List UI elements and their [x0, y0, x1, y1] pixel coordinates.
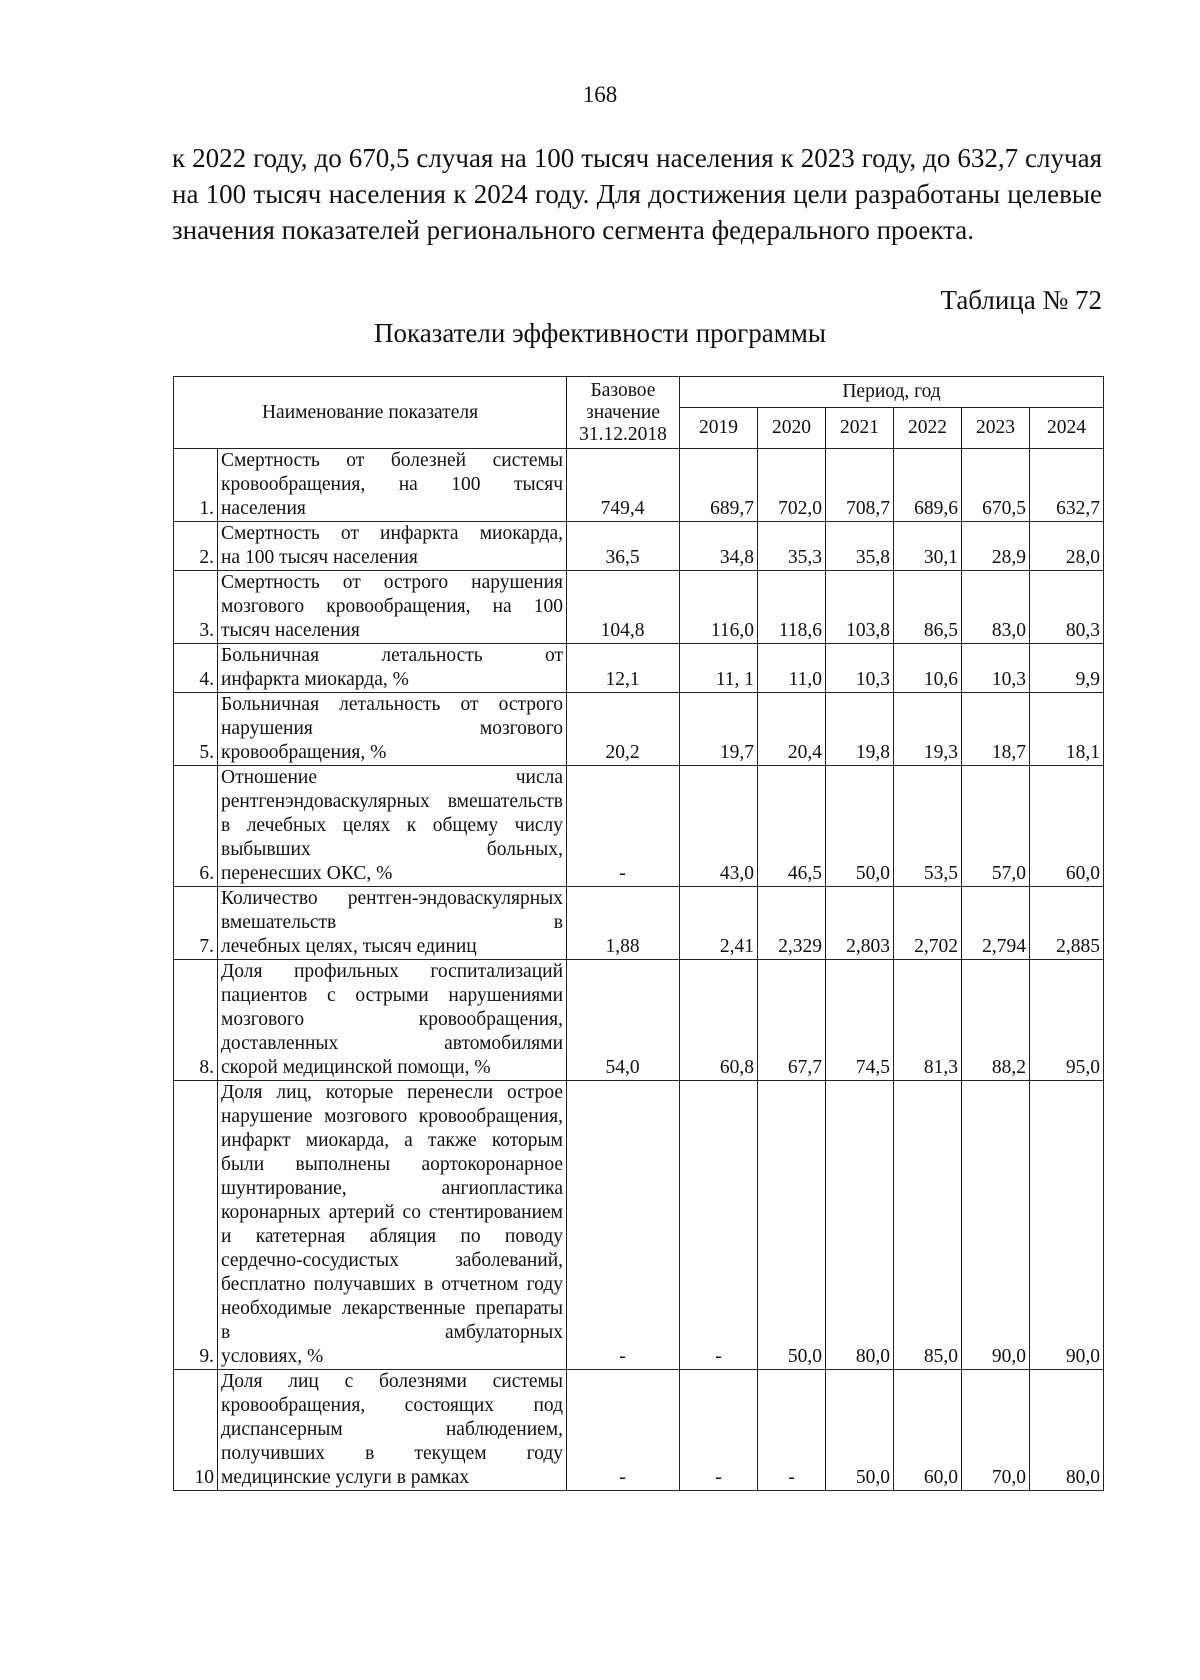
year-value: 708,7: [826, 449, 894, 522]
indicator-name: [218, 571, 567, 644]
year-value: 2,329: [758, 887, 826, 960]
year-value: 116,0: [680, 571, 758, 644]
year-value: -: [680, 1081, 758, 1370]
indicator-name: [218, 449, 567, 522]
table-row: [174, 644, 1104, 693]
year-value: 74,5: [826, 960, 894, 1081]
indicator-name-text: Доля лиц, которые перенесли острое нарушение мозгового кровообращения, инфаркт миокарда, а также которым были выполнены аортокоронарное шунтирование, ангиопластика коронарных артерий со стентированием и катетерная абляция по поводу сердечно-сосудистых заболеваний, бесплатно получавших в отчетном году необходимые лекарственные препараты в амбулаторных: [221, 1082, 564, 1343]
indicator-name-last-line: условиях, %: [221, 1346, 324, 1367]
base-value: 12,1: [567, 644, 680, 693]
table-row: [174, 693, 1104, 766]
row-number: 7.: [174, 887, 218, 960]
indicator-name-last-line: инфаркта миокарда, %: [221, 669, 409, 690]
base-value: 749,4: [567, 449, 680, 522]
table-row: [174, 766, 1104, 887]
year-value: 28,9: [962, 522, 1030, 571]
indicator-name: [218, 693, 567, 766]
year-value: 46,5: [758, 766, 826, 887]
year-value: 10,3: [962, 644, 1030, 693]
year-value: 67,7: [758, 960, 826, 1081]
year-value: -: [758, 1370, 826, 1491]
base-value: 36,5: [567, 522, 680, 571]
year-value: 9,9: [1030, 644, 1104, 693]
indicator-name-text: Отношение числа рентгенэндоваскулярных вмешательств в лечебных целях к общему числу выбывших больных,: [221, 767, 564, 860]
base-value: 104,8: [567, 571, 680, 644]
year-value: 60,8: [680, 960, 758, 1081]
header-year: 2021: [826, 408, 894, 449]
indicator-name: [218, 1370, 567, 1491]
header-name: Наименование показателя: [174, 377, 567, 449]
year-value: 50,0: [826, 766, 894, 887]
year-value: 53,5: [894, 766, 962, 887]
year-value: 20,4: [758, 693, 826, 766]
year-value: 34,8: [680, 522, 758, 571]
year-value: 88,2: [962, 960, 1030, 1081]
table-row: [174, 522, 1104, 571]
indicator-name: [218, 887, 567, 960]
header-year: 2020: [758, 408, 826, 449]
indicator-name: [218, 960, 567, 1081]
indicator-name-text: Количество рентген-эндоваскулярных вмешательств в: [221, 888, 564, 933]
indicator-name-last-line: перенесших ОКС, %: [221, 863, 393, 884]
indicator-name-last-line: лечебных целях, тысяч единиц: [221, 936, 477, 957]
year-value: 43,0: [680, 766, 758, 887]
year-value: 632,7: [1030, 449, 1104, 522]
year-value: 10,6: [894, 644, 962, 693]
header-row-1: [174, 377, 1104, 408]
indicator-name: [218, 644, 567, 693]
indicator-name-last-line: тысяч населения: [221, 620, 360, 641]
row-number: 6.: [174, 766, 218, 887]
year-value: 670,5: [962, 449, 1030, 522]
indicator-name-text: Смертность от инфаркта миокарда,: [221, 523, 564, 544]
indicator-name: [218, 522, 567, 571]
year-value: 85,0: [894, 1081, 962, 1370]
indicator-name-last-line: кровообращения, %: [221, 742, 387, 763]
year-value: 86,5: [894, 571, 962, 644]
indicator-name-text: Доля лиц с болезнями системы кровообращения, состоящих под диспансерным наблюдением, получивших в текущем году: [221, 1371, 564, 1464]
row-number: 1.: [174, 449, 218, 522]
year-value: 57,0: [962, 766, 1030, 887]
year-value: 2,41: [680, 887, 758, 960]
year-value: 2,885: [1030, 887, 1104, 960]
year-value: 18,7: [962, 693, 1030, 766]
year-value: 60,0: [894, 1370, 962, 1491]
table-row: [174, 571, 1104, 644]
indicator-name-text: Больничная летальность от: [221, 645, 564, 666]
year-value: 28,0: [1030, 522, 1104, 571]
base-value: 20,2: [567, 693, 680, 766]
indicator-name-last-line: населения: [221, 498, 306, 519]
row-number: 4.: [174, 644, 218, 693]
indicator-name-last-line: на 100 тысяч населения: [221, 547, 418, 568]
indicator-name-last-line: скорой медицинской помощи, %: [221, 1057, 491, 1078]
row-number: 8.: [174, 960, 218, 1081]
indicator-name-text: Смертность от болезней системы кровообращения, на 100 тысяч: [221, 450, 564, 495]
year-value: 118,6: [758, 571, 826, 644]
year-value: 2,803: [826, 887, 894, 960]
year-value: 70,0: [962, 1370, 1030, 1491]
year-value: 95,0: [1030, 960, 1104, 1081]
header-year: 2024: [1030, 408, 1104, 449]
row-number: 2.: [174, 522, 218, 571]
indicator-name: [218, 1081, 567, 1370]
indicator-name-last-line: медицинские услуги в рамках: [221, 1467, 470, 1488]
table-row: [174, 1370, 1104, 1491]
header-year: 2019: [680, 408, 758, 449]
year-value: 11,0: [758, 644, 826, 693]
year-value: 90,0: [962, 1081, 1030, 1370]
table-title: Показатели эффективности программы: [373, 318, 827, 348]
table-row: [174, 887, 1104, 960]
page-number: 168: [582, 82, 618, 107]
year-value: 19,3: [894, 693, 962, 766]
year-value: 11, 1: [680, 644, 758, 693]
base-value: 54,0: [567, 960, 680, 1081]
table-number: Таблица № 72: [940, 285, 1102, 315]
base-value: -: [567, 766, 680, 887]
year-value: 2,702: [894, 887, 962, 960]
year-value: 90,0: [1030, 1081, 1104, 1370]
row-number: 10: [174, 1370, 218, 1491]
year-value: 2,794: [962, 887, 1030, 960]
year-value: 103,8: [826, 571, 894, 644]
year-value: 18,1: [1030, 693, 1104, 766]
row-number: 5.: [174, 693, 218, 766]
year-value: 10,3: [826, 644, 894, 693]
year-value: 60,0: [1030, 766, 1104, 887]
base-value: 1,88: [567, 887, 680, 960]
year-value: 80,3: [1030, 571, 1104, 644]
year-value: 50,0: [826, 1370, 894, 1491]
year-value: 35,3: [758, 522, 826, 571]
intro-paragraph: к 2022 году, до 670,5 случая на 100 тысяч населения к 2023 году, до 632,7 случая на 100 тысяч населения к 2024 году. Для достижения цели разработаны целевые значения показателей регионального сегмента федерального проекта.: [172, 143, 1102, 245]
year-value: 81,3: [894, 960, 962, 1081]
table-body: [174, 449, 1104, 1491]
table-row: [174, 449, 1104, 522]
indicators-table: [173, 376, 1104, 1491]
base-value: -: [567, 1370, 680, 1491]
base-value: -: [567, 1081, 680, 1370]
year-value: 35,8: [826, 522, 894, 571]
header-year: 2022: [894, 408, 962, 449]
row-number: 3.: [174, 571, 218, 644]
row-number: 9.: [174, 1081, 218, 1370]
indicator-name-text: Больничная летальность от острого нарушения мозгового: [221, 694, 564, 739]
header-base: Базовое значение 31.12.2018: [567, 377, 680, 449]
year-value: 80,0: [826, 1081, 894, 1370]
table-row: [174, 960, 1104, 1081]
table-row: [174, 1081, 1104, 1370]
year-value: 702,0: [758, 449, 826, 522]
year-value: 30,1: [894, 522, 962, 571]
year-value: 19,8: [826, 693, 894, 766]
year-value: 50,0: [758, 1081, 826, 1370]
indicator-name: [218, 766, 567, 887]
header-year: 2023: [962, 408, 1030, 449]
year-value: -: [680, 1370, 758, 1491]
year-value: 83,0: [962, 571, 1030, 644]
year-value: 689,6: [894, 449, 962, 522]
indicator-name-text: Смертность от острого нарушения мозгового кровообращения, на 100: [221, 572, 564, 617]
year-value: 80,0: [1030, 1370, 1104, 1491]
header-period: Период, год: [680, 377, 1104, 408]
year-value: 19,7: [680, 693, 758, 766]
indicator-name-text: Доля профильных госпитализаций пациентов с острыми нарушениями мозгового кровообращения, доставленных автомобилями: [221, 961, 564, 1054]
year-value: 689,7: [680, 449, 758, 522]
